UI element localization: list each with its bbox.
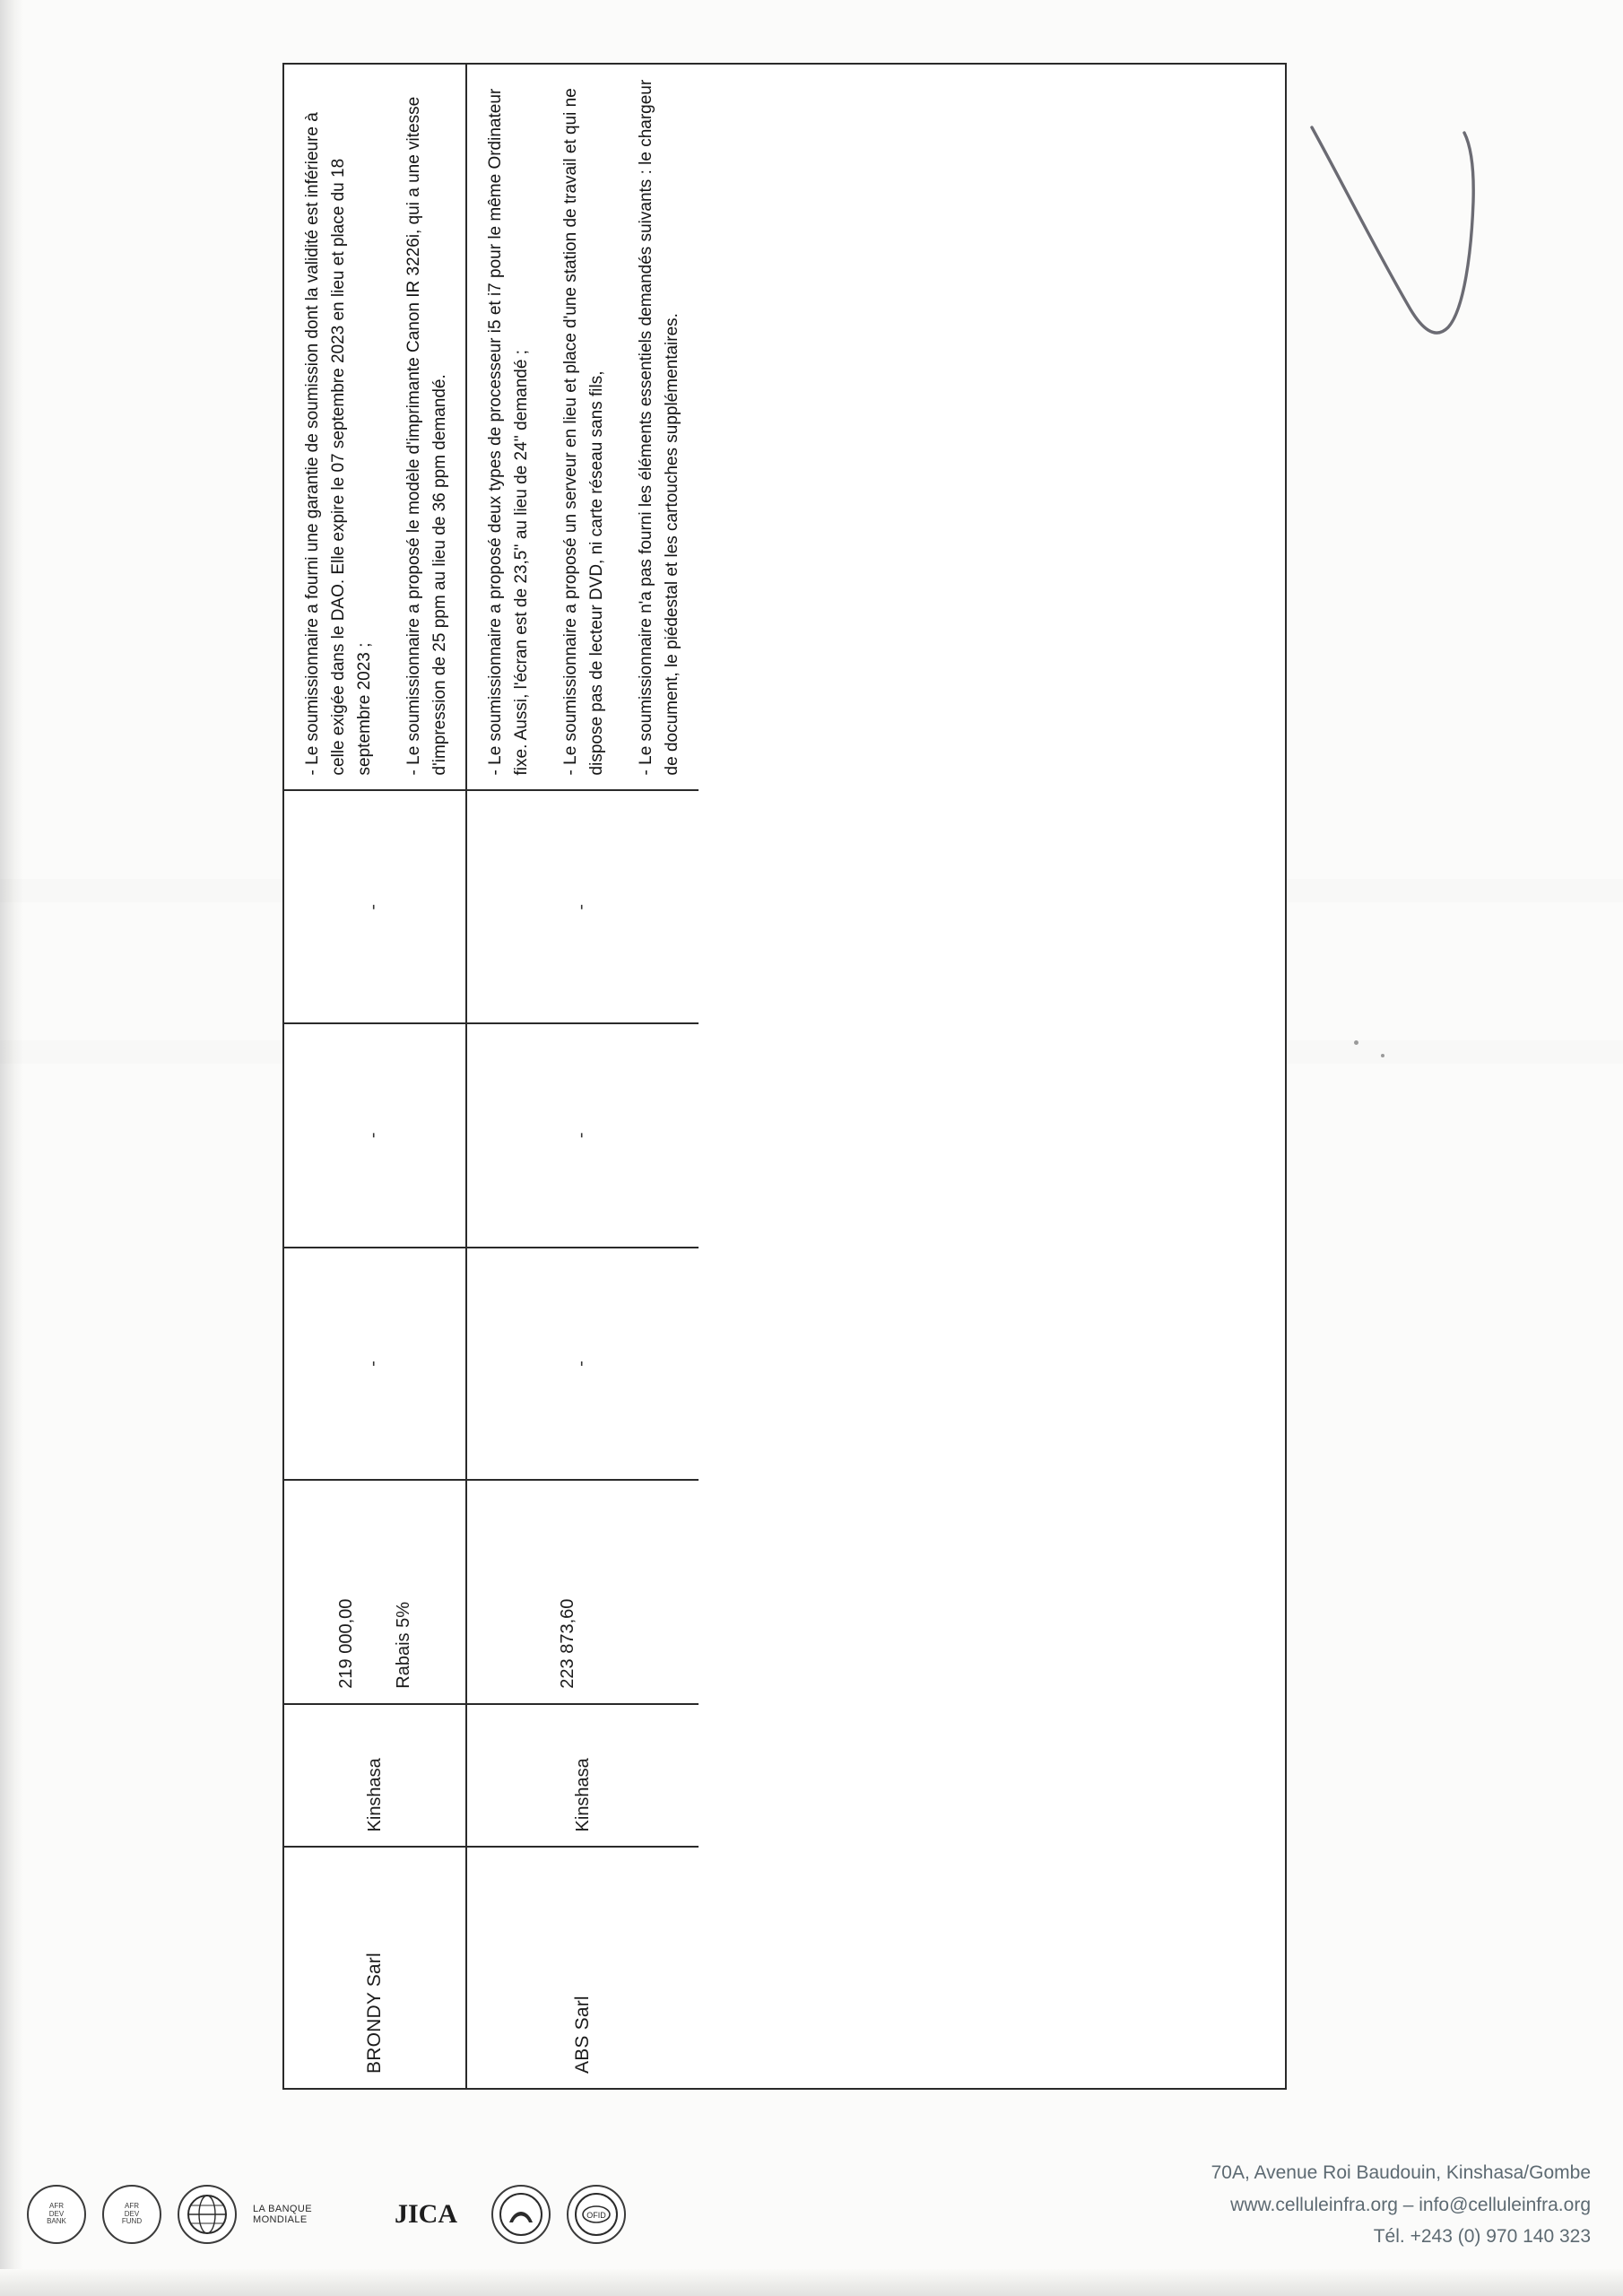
- observations-cell: [284, 65, 465, 789]
- bid-amount: 223 873,60: [558, 1598, 577, 1689]
- jica-logo: JICA: [394, 2199, 457, 2229]
- observations-cell: [467, 65, 698, 789]
- bid-amount: 219 000,00: [336, 1598, 357, 1689]
- donor-logos: [27, 2185, 626, 2244]
- badea-emblem-icon: [499, 2192, 543, 2237]
- african-development-fund-logo: AFR DEV FUND: [102, 2185, 161, 2244]
- observation-paragraph: - Le soumissionnaire a proposé deux types de processeur i5 et i7 pour le même Ordinateur fixe. Aussi, l'écran est de 23,5'' au lieu de 24'' demandé ;: [486, 88, 532, 776]
- table-row: [284, 65, 467, 2088]
- bidder-city: Kinshasa: [573, 1758, 593, 1832]
- bid-discount: Rabais 5%: [394, 1602, 414, 1689]
- observation-paragraph: - Le soumissionnaire a fourni une garantie de soumission dont la validité est inférieure à celle exigée dans le DAO. Elle expire le 07 septembre 2023 en lieu et place du 18 septembre 2023 ;: [303, 112, 374, 776]
- globe-icon: [186, 2193, 229, 2236]
- footer-address-line1: 70A, Avenue Roi Baudouin, Kinshasa/Gombe: [1211, 2161, 1591, 2183]
- bidder-name-cell: [467, 1846, 698, 2088]
- world-bank-logo-line1: LA BANQUE: [253, 2204, 312, 2214]
- criterion-2-value: -: [363, 1132, 384, 1139]
- footer-address-line3: Tél. +243 (0) 970 140 323: [1373, 2226, 1591, 2248]
- ofid-emblem-icon: [574, 2192, 619, 2237]
- criterion-3-cell: [467, 789, 698, 1022]
- criterion-2-value: -: [571, 1132, 591, 1139]
- bidder-city-cell: [467, 1703, 698, 1847]
- world-bank-logo-line2: MONDIALE: [253, 2214, 308, 2225]
- bidder-name: ABS Sarl: [572, 1996, 594, 2074]
- bid-amount-cell: [467, 1479, 698, 1703]
- bid-evaluation-table: [282, 63, 1287, 2090]
- bidder-name: BRONDY Sarl: [364, 1952, 386, 2074]
- world-bank-globe-icon: [178, 2185, 237, 2244]
- page-footer: [0, 2126, 1623, 2296]
- criterion-1-cell: [284, 1247, 465, 1480]
- observation-paragraph: - Le soumissionnaire n'a pas fourni les éléments essentiels demandés suivants : le chargeur de document, le piédestal et les cartouches supplémentaires.: [636, 79, 681, 776]
- criterion-1-value: -: [571, 1361, 591, 1367]
- footer-address: [1211, 2157, 1591, 2253]
- criterion-2-cell: [284, 1022, 465, 1247]
- criterion-3-value: -: [363, 903, 384, 910]
- criterion-3-cell: [284, 789, 465, 1022]
- footer-address-line2: www.celluleinfra.org – info@celluleinfra.org: [1230, 2194, 1591, 2215]
- observation-paragraph: - Le soumissionnaire a proposé un serveur en lieu et place d'une station de travail et qui ne dispose pas de lecteur DVD, ni carte réseau sans fils,: [561, 88, 606, 776]
- criterion-1-cell: [467, 1247, 698, 1480]
- observation-paragraph: - Le soumissionnaire a proposé le modèle d'imprimante Canon IR 3226i, qui a une vitesse d'impression de 25 ppm au lieu de 36 ppm demandé.: [404, 96, 449, 776]
- bidder-city: Kinshasa: [365, 1758, 386, 1832]
- criterion-2-cell: [467, 1022, 698, 1247]
- badea-logo: [491, 2185, 551, 2244]
- ofid-logo: [567, 2185, 626, 2244]
- table-row: [467, 65, 698, 2088]
- african-development-bank-logo: AFR DEV BANK: [27, 2185, 86, 2244]
- bid-amount-cell: [284, 1479, 465, 1703]
- svg-text:OFID: OFID: [586, 2211, 606, 2220]
- world-bank-logo: [253, 2191, 360, 2238]
- bidder-city-cell: [284, 1703, 465, 1847]
- bidder-name-cell: [284, 1846, 465, 2088]
- criterion-1-value: -: [363, 1361, 384, 1367]
- criterion-3-value: -: [571, 903, 591, 910]
